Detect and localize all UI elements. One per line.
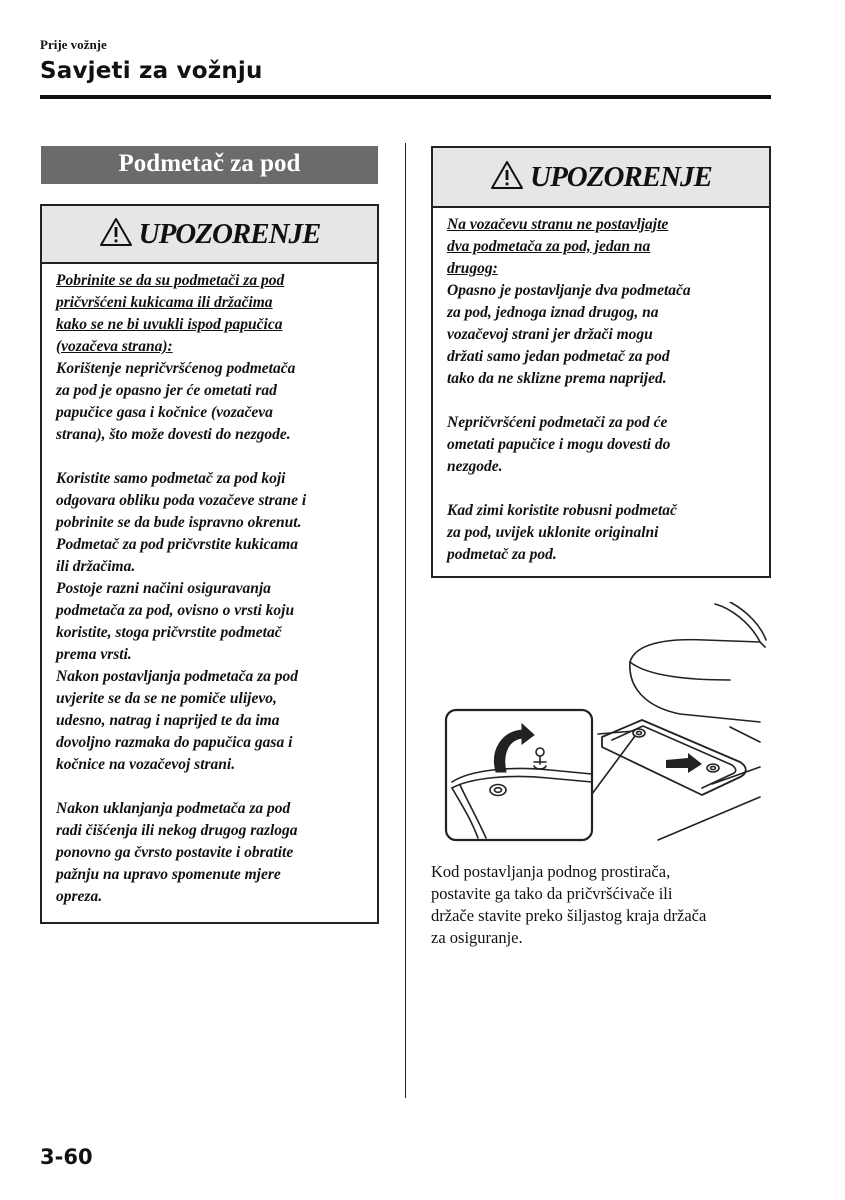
warning-line: odgovara obliku poda vozačeve strane i [56,492,307,509]
warning-line: Nakon postavljanja podmetača za pod [56,668,298,685]
caption-line: držače stavite preko šiljastog kraja držača [431,906,707,925]
warning-line: Koristite samo podmetač za pod koji [56,470,286,487]
warning-line: pobrinite se da bude ispravno okrenut. [56,514,302,531]
warning-line: nezgode. [447,458,503,475]
section-title: Podmetač za pod [41,146,378,184]
caption-line: za osiguranje. [431,928,523,947]
warning-line: papučice gasa i kočnice (vozačeva [56,404,273,421]
caption-line: Kod postavljanja podnog prostirača, [431,862,671,881]
warning-line: Nakon uklanjanja podmetača za pod [56,800,291,817]
warning-line: Postoje razni načini osiguravanja [56,580,271,597]
breadcrumb: Prije vožnje [40,37,107,52]
warning-text [433,208,769,566]
warning-line: kočnice na vozačevoj strani. [56,756,236,773]
warning-text [42,264,377,908]
warning-line: Korištenje nepričvršćenog podmetača [56,360,296,377]
warning-title: UPOZORENJE [138,217,321,250]
warning-line: Na vozačevu stranu ne postavljajte [447,216,669,233]
warning-header [433,148,769,208]
warning-line: drugog: [447,260,498,277]
warning-title: UPOZORENJE [530,160,712,193]
warning-line: prema vrsti. [56,646,132,663]
warning-line: držati samo jedan podmetač za pod [447,348,670,365]
warning-line: dva podmetača za pod, jedan na [447,238,651,255]
warning-line: za pod, uvijek uklonite originalni [447,524,659,541]
warning-line: podmetač za pod. [447,546,557,563]
warning-line: Pobrinite se da su podmetači za pod [56,272,285,289]
warning-line: Opasno je postavljanje dva podmetača [447,282,691,299]
warning-header [42,206,377,264]
floor-mat-illustration [430,602,770,850]
warning-line: kako se ne bi uvukli ispod papučica [56,316,283,333]
warning-line: Podmetač za pod pričvrstite kukicama [56,536,298,553]
warning-line: ili držačima. [56,558,136,575]
warning-line: Nepričvršćeni podmetači za pod će [447,414,668,431]
warning-line: radi čišćenja ili nekog drugog razloga [56,822,298,839]
page-title: Savjeti za vožnju [40,58,263,84]
warning-line: dovoljno razmaka do papučica gasa i [56,734,293,751]
warning-line: ometati papučice i mogu dovesti do [447,436,671,453]
warning-line: Kad zimi koristite robusni podmetač [447,502,677,519]
warning-line: koristite, stoga pričvrstite podmetač [56,624,282,641]
warning-line: (vozačeva strana): [56,338,173,355]
warning-line: pažnju na upravo spomenute mjere [56,866,281,883]
caption-line: postavite ga tako da pričvršćivače ili [431,884,673,903]
warning-line: za pod je opasno jer će ometati rad [56,382,277,399]
warning-line: za pod, jednoga iznad drugog, na [447,304,659,321]
warning-line: ponovno ga čvrsto postavite i obratite [56,844,294,861]
column-divider [405,143,406,1098]
warning-line: opreza. [56,888,103,905]
warning-box-left [40,204,379,924]
warning-box-right [431,146,771,578]
warning-line: tako da ne sklizne prema naprijed. [447,370,667,387]
page-number: 3-60 [40,1145,93,1169]
warning-line: vozačevoj strani jer držači mogu [447,326,653,343]
figure-caption [431,861,776,949]
warning-triangle-icon [490,160,524,195]
warning-triangle-icon [99,217,133,252]
title-rule [40,95,771,99]
warning-line: strana), što može dovesti do nezgode. [56,426,291,443]
warning-line: podmetača za pod, ovisno o vrsti koju [56,602,295,619]
warning-line: udesno, natrag i naprijed te da ima [56,712,280,729]
warning-line: uvjerite se da se ne pomiče ulijevo, [56,690,277,707]
warning-line: pričvršćeni kukicama ili držačima [56,294,273,311]
